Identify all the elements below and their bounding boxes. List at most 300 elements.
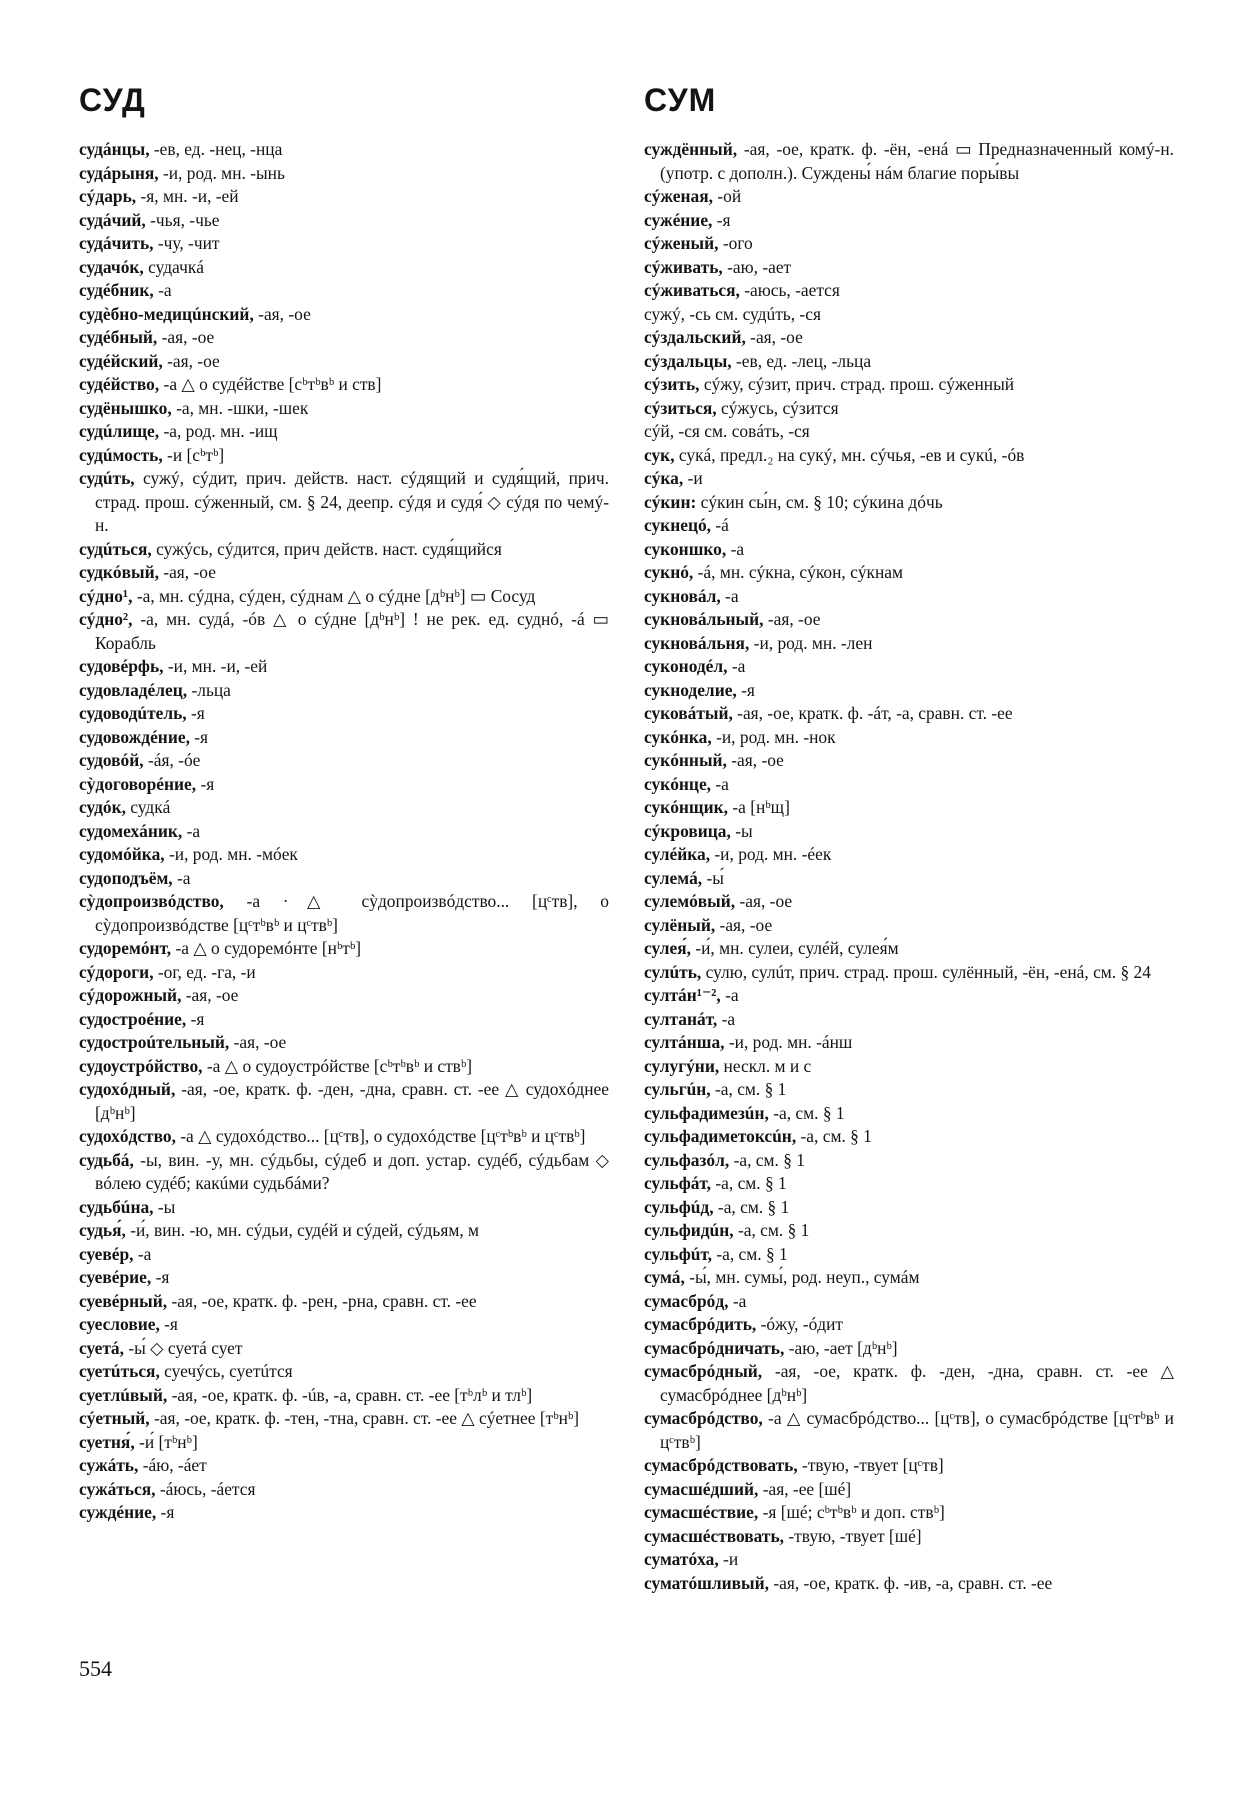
headword: судúться,: [79, 538, 152, 559]
dictionary-entry: [79, 1431, 609, 1455]
headword: суесловие,: [79, 1314, 160, 1334]
headword: суевéрие,: [79, 1267, 152, 1287]
headword: судья́,: [79, 1220, 126, 1240]
dictionary-entry: [79, 1454, 609, 1478]
entry-body: -я [шé; сᵇтᵇвᵇ и доп. ствᵇ]: [758, 1502, 945, 1522]
headword: судачóк,: [79, 256, 144, 277]
dictionary-entry: [79, 1243, 609, 1267]
headword: сýзить,: [644, 374, 700, 394]
headword: сулемá,: [644, 867, 703, 888]
headword: сулúть,: [644, 961, 702, 982]
entry-body: -а, см. § 1: [768, 1102, 845, 1123]
page-number: 554: [79, 1656, 112, 1681]
headword: сýкровица,: [644, 820, 731, 841]
headword: сумасшéдший,: [644, 1478, 759, 1499]
dictionary-entry: [79, 1501, 609, 1525]
entry-body: сужýсь, сýдится, прич действ. наст. судя́щийся: [151, 538, 502, 559]
headword: сумасбрóдствовать,: [644, 1455, 798, 1475]
headword: судáнцы,: [79, 139, 150, 159]
headword: судохóдство,: [79, 1126, 176, 1146]
headword: судовóй,: [79, 750, 144, 770]
dictionary-entry: [644, 1266, 1174, 1290]
entry-body: -я: [189, 726, 209, 747]
dictionary-entry: [79, 397, 609, 421]
dictionary-entry: [79, 608, 609, 655]
entry-body: -аю, -ает [дᵇнᵇ]: [784, 1337, 898, 1358]
dictionary-entry: [79, 1055, 609, 1079]
dictionary-entry: [79, 726, 609, 750]
dictionary-entry: [79, 843, 609, 867]
headword: сульфадиметоксúн,: [644, 1126, 797, 1146]
headword: суетлúвый,: [79, 1384, 168, 1405]
entry-body: суечýсь, суетúтся: [159, 1361, 293, 1381]
entry-body: сукá, предл.₂ на сукý, мн. сýчья, -ев и сукú, -óв: [674, 444, 1025, 465]
entry-body: -ы, вин. -у, мн. сýдьбы, сýдеб и доп. устар. судéб, сýдьбам ◇ вóлею судéб; какúми судьбáми?: [95, 1149, 609, 1193]
headword: судоремóнт,: [79, 938, 172, 958]
entry-body: -а, см. § 1: [711, 1173, 787, 1193]
entry-body: -а △ судохóдство... [цᶜтв], о судохóдстве [цᶜтᵇвᵇ и цᶜтвᵇ]: [175, 1126, 586, 1146]
entry-body: -а: [720, 985, 739, 1005]
dictionary-entry: [644, 561, 1174, 585]
dictionary-entry: [644, 444, 1174, 468]
headword: сумасбрóд,: [644, 1290, 729, 1311]
entry-body: судачкá: [143, 256, 204, 277]
dictionary-entry: [644, 890, 1174, 914]
headword: судохóдный,: [79, 1079, 176, 1099]
headword: судёнышко,: [79, 397, 172, 418]
headword: султáнша,: [644, 1032, 725, 1052]
headword: сумасбрóдить,: [644, 1314, 757, 1334]
dictionary-entry: [644, 1172, 1174, 1196]
entry-body: -и, мн. -и, -ей: [163, 656, 268, 676]
dictionary-entry: [644, 1219, 1174, 1243]
entry-body: -ы: [730, 820, 753, 841]
entry-body: -ая, -ое: [157, 327, 215, 347]
headword: судоводúтель,: [79, 703, 187, 723]
dictionary-entry: [644, 608, 1174, 632]
dictionary-entry: [644, 279, 1174, 303]
dictionary-entry: [644, 585, 1174, 609]
dictionary-entry: [79, 1149, 609, 1196]
dictionary-entry: [644, 138, 1174, 185]
dictionary-entry: [79, 773, 609, 797]
entry-body: -ы́: [702, 867, 724, 888]
entry-body: -твую, -твует [цᶜтв]: [797, 1455, 944, 1475]
entry-body: -ая, -ое, кратк. ф. -ив, -а, сравн. ст. -ее: [768, 1572, 1053, 1593]
entry-body: -твую, -твует [шé]: [784, 1525, 922, 1546]
headword: сумá,: [644, 1267, 685, 1287]
entry-body: -ая, -ое: [253, 303, 311, 324]
dictionary-entry: [644, 1478, 1174, 1502]
dictionary-entry: [79, 303, 609, 327]
dictionary-entry: [644, 185, 1174, 209]
dictionary-entry: [644, 749, 1174, 773]
entry-body: -ая, -ое: [745, 327, 803, 347]
headword: сумасбрóдничать,: [644, 1337, 785, 1358]
dictionary-entry: [79, 961, 609, 985]
headword: султáн¹⁻²,: [644, 985, 721, 1005]
guide-word-left: СУД: [79, 82, 146, 118]
dictionary-entry: [79, 655, 609, 679]
entry-body: -ы: [153, 1196, 176, 1217]
headword: судáчить,: [79, 233, 154, 253]
dictionary-entry: [79, 984, 609, 1008]
dictionary-entry: [644, 914, 1174, 938]
headword: суконшко,: [644, 538, 727, 559]
headword: суевéр,: [79, 1243, 134, 1264]
headword: суетня́,: [79, 1431, 135, 1452]
dictionary-entry: [644, 256, 1174, 280]
dictionary-entry: [79, 867, 609, 891]
headword: сужáть,: [79, 1455, 139, 1475]
dictionary-entry: [79, 1266, 609, 1290]
entry-body: -óжу, -óдит: [756, 1314, 844, 1334]
entry-body: -ая, -ое: [162, 350, 220, 371]
dictionary-entry: [644, 1055, 1174, 1079]
dictionary-entry: [79, 209, 609, 233]
dictionary-entry: [644, 679, 1174, 703]
entry-body: -а △ о судéйстве [сᵇтᵇвᵇ и ств]: [159, 374, 382, 394]
headword: судéйство,: [79, 374, 160, 394]
headword: судостроúтельный,: [79, 1032, 230, 1052]
entry-body: -ев, ед. -нец, -нца: [149, 139, 283, 159]
dictionary-entry: [644, 514, 1174, 538]
headword: судóк,: [79, 797, 126, 817]
dictionary-entry: [79, 1196, 609, 1220]
headword: сульгúн,: [644, 1079, 711, 1099]
entry-body: -ы́ ◇ суетá сует: [123, 1337, 243, 1358]
entry-body: -аюсь, -ается: [739, 280, 840, 300]
entry-body: сýжусь, сýзится: [716, 397, 839, 418]
headword: суевéрный,: [79, 1290, 168, 1311]
headword: судовладéлец,: [79, 679, 188, 700]
dictionary-entry: [644, 1102, 1174, 1126]
entry-body: сулю, сулúт, прич. страд. прош. сулённый, -ён, -енá, см. § 24: [701, 961, 1151, 982]
headword: суконодéл,: [644, 656, 728, 676]
headword: сукóнка,: [644, 726, 712, 747]
dictionary-entry: [644, 1548, 1174, 1572]
entry-body: -ая, -ое, кратк. ф. -úв, -а, сравн. ст. -ее [тᵇлᵇ и тлᵇ]: [167, 1384, 533, 1405]
headword: сýживать,: [644, 256, 723, 277]
entry-body: -ая, -ое: [158, 562, 216, 582]
headword: суждéние,: [79, 1502, 157, 1522]
entry-body: -ая, -ое, кратк. ф. -ён, -енá ▭ Предназначенный комý-н. (употр. с дополн.). Суждены́ нáм благие поры́вы: [660, 139, 1174, 183]
entry-body: -а △ сумасбрóдство... [цᶜтв], о сумасбрóдстве [цᶜтᵇвᵇ и цᶜтвᵇ]: [660, 1408, 1174, 1452]
dictionary-entry: [79, 890, 609, 937]
headword: судоподъём,: [79, 867, 173, 888]
dictionary-entry: [79, 1008, 609, 1032]
entry-body: -а, см. § 1: [733, 1220, 810, 1240]
headword: сýживаться,: [644, 280, 740, 300]
entry-body: -а: [153, 280, 172, 300]
headword: судúмость,: [79, 444, 163, 465]
entry-body: -ой: [713, 186, 742, 206]
headword: сукнó,: [644, 562, 694, 582]
entry-body: -льца: [187, 679, 231, 700]
dictionary-entry: [79, 350, 609, 374]
headword: сульфáт,: [644, 1173, 712, 1193]
entry-body: сýй, -ся см. совáть, -ся: [644, 421, 810, 441]
dictionary-entry: [79, 1384, 609, 1408]
entry-body: -я: [196, 773, 215, 794]
entry-body: -аю, -ает: [722, 256, 792, 277]
headword: сульфидúн,: [644, 1220, 734, 1240]
headword: сумасбрóдство,: [644, 1408, 763, 1428]
headword: сульфúт,: [644, 1243, 712, 1264]
entry-body: -а: [726, 538, 745, 559]
headword: сýздальский,: [644, 327, 746, 347]
headword: сукнецó,: [644, 515, 712, 535]
headword: сук,: [644, 444, 675, 465]
entry-body: -ого: [718, 233, 753, 253]
dictionary-entry: [644, 867, 1174, 891]
dictionary-entry: [644, 397, 1174, 421]
entry-body: -я: [186, 703, 205, 723]
entry-body: -и, род. мн. -ынь: [158, 162, 285, 183]
entry-body: -и [сᵇтᵇ]: [162, 444, 225, 465]
dictionary-entry: [644, 843, 1174, 867]
dictionary-entry: [79, 373, 609, 397]
dictionary-entry: [79, 1125, 609, 1149]
headword: сýдно²,: [79, 609, 133, 629]
dictionary-entry: [644, 373, 1174, 397]
dictionary-entry: [79, 1478, 609, 1502]
dictionary-entry: [644, 1078, 1174, 1102]
dictionary-entry: [644, 961, 1174, 985]
headword: суматóшливый,: [644, 1572, 769, 1593]
headword: суетá,: [79, 1337, 124, 1358]
dictionary-entry: [79, 538, 609, 562]
headword: судéбник,: [79, 280, 154, 300]
headword: сýкин:: [644, 491, 697, 512]
entry-body: -а: [727, 656, 746, 676]
entry-body: -я: [736, 679, 755, 700]
headword: судéйский,: [79, 350, 163, 371]
dictionary-entry: [79, 1031, 609, 1055]
dictionary-entry: [644, 984, 1174, 1008]
headword: сýдороги,: [79, 961, 154, 982]
entry-body: -ая, -ое, кратк. ф. -тен, -тна, сравн. ст. -ее △ сýетнее [тᵇнᵇ]: [149, 1408, 580, 1428]
entry-body: -áю, -áет: [138, 1455, 207, 1475]
headword: сужáться,: [79, 1478, 156, 1499]
entry-body: -я: [159, 1314, 178, 1334]
headword: сулёный,: [644, 914, 716, 935]
dictionary-entry: [644, 1572, 1174, 1596]
headword: сулея́,: [644, 938, 691, 958]
entry-body: -ая, -ое: [229, 1032, 287, 1052]
dictionary-entry: [79, 1290, 609, 1314]
headword: суетúться,: [79, 1361, 160, 1381]
entry-body: судкá: [125, 797, 171, 817]
entry-body: -ог, ед. -га, -и: [153, 961, 256, 982]
dictionary-entry: [79, 444, 609, 468]
dictionary-entry: [79, 796, 609, 820]
entry-body: нескл. м и с: [719, 1055, 812, 1076]
entry-body: -ая, -ое, кратк. ф. -ден, -дна, сравн. ст. -ее △ судохóднее [дᵇнᵇ]: [95, 1079, 609, 1123]
dictionary-entry: [644, 467, 1174, 491]
entry-body: -и́, вин. -ю, мн. сýдьи, судéй и сýдей, сýдьям, м: [125, 1220, 480, 1240]
headword: сумасбрóдный,: [644, 1361, 763, 1381]
headword: сумасшéствие,: [644, 1502, 759, 1522]
entry-body: -а: [711, 773, 729, 794]
dictionary-entry: [644, 796, 1174, 820]
entry-body: -а, мн. -шки, -шек: [171, 397, 309, 418]
dictionary-entry: [79, 138, 609, 162]
headword: судостроéние,: [79, 1008, 187, 1029]
dictionary-entry: [644, 937, 1174, 961]
right-column: [644, 138, 1174, 1595]
headword: судúлище,: [79, 421, 160, 441]
entry-body: -áя, -óе: [143, 750, 201, 770]
entry-body: -я: [151, 1267, 170, 1287]
headword: сýженый,: [644, 233, 719, 253]
headword: судúть,: [79, 468, 135, 488]
dictionary-entry: [644, 1008, 1174, 1032]
dictionary-entry: [644, 1290, 1174, 1314]
dictionary-entry: [79, 420, 609, 444]
headword: суковáтый,: [644, 703, 733, 723]
guide-word-right: СУМ: [644, 82, 717, 118]
entry-body: -а △ о судоустрóйстве [сᵇтᵇвᵇ и ствᵇ]: [202, 1055, 473, 1076]
entry-body: -и, род. мн. -éек: [710, 844, 832, 864]
headword: сулемóвый,: [644, 891, 736, 911]
dictionary-entry: [644, 1501, 1174, 1525]
headword: сульфадимезúн,: [644, 1102, 769, 1123]
dictionary-entry: [644, 632, 1174, 656]
entry-body: -чья, -чье: [145, 209, 220, 230]
entry-body: -а: [720, 585, 739, 606]
headword: сýдарь,: [79, 186, 137, 206]
headword: сулугýни,: [644, 1055, 720, 1076]
headword: сýздальцы,: [644, 350, 732, 371]
headword: сỳдоговорéние,: [79, 773, 197, 794]
headword: сукновáльня,: [644, 632, 750, 653]
dictionary-entry: [79, 1078, 609, 1125]
entry-body: -а: [728, 1290, 747, 1311]
entry-body: -ая, -ое, кратк. ф. -ден, -дна, сравн. ст. -ее △ сумасбрóднее [дᵇнᵇ]: [660, 1361, 1174, 1405]
headword: сумасшéствовать,: [644, 1525, 785, 1546]
entry-body: -а, см. § 1: [712, 1243, 788, 1264]
entry-body: -я, мн. -и, -ей: [136, 186, 239, 206]
entry-body: -á, мн. сýкна, сýкон, сýкнам: [693, 562, 903, 582]
headword: сукноделие,: [644, 679, 737, 700]
entry-body: -а: [172, 867, 191, 888]
entry-body: -ы́, мн. сумы́, род. неуп., сумáм: [684, 1267, 920, 1287]
dictionary-entry: [79, 1360, 609, 1384]
headword: сýка,: [644, 468, 684, 488]
dictionary-entry: [644, 1407, 1174, 1454]
entry-body: -ая, -ое: [763, 609, 821, 629]
dictionary-entry: [79, 1407, 609, 1431]
dictionary-entry: [644, 209, 1174, 233]
entry-body: -и́, мн. сулеи, сулéй, сулея́м: [690, 938, 899, 958]
headword: сукóнщик,: [644, 797, 728, 817]
headword: сульфúд,: [644, 1196, 714, 1217]
dictionary-entry: [79, 279, 609, 303]
entry-body: -ая, -ое: [181, 985, 239, 1005]
dictionary-entry: [644, 726, 1174, 750]
entry-body: -я: [712, 209, 731, 230]
entry-body: сýкин сы́н, см. § 10; сýкина дóчь: [696, 491, 943, 512]
headword: судовéрфь,: [79, 656, 164, 676]
headword: судоустрóйство,: [79, 1055, 203, 1076]
headword: сукóнный,: [644, 750, 727, 770]
headword: судéбный,: [79, 327, 158, 347]
entry-body: -ая, -ее [шé]: [758, 1478, 852, 1499]
dictionary-entry: [644, 1525, 1174, 1549]
entry-body: -ая, -ое: [715, 914, 773, 935]
dictionary-entry: [644, 420, 1174, 444]
headword: сýдно¹,: [79, 585, 133, 606]
left-column: [79, 138, 609, 1525]
dictionary-entry: [644, 1196, 1174, 1220]
headword: сýзиться,: [644, 397, 717, 418]
dictionary-entry: [79, 679, 609, 703]
entry-body: -а: [182, 820, 201, 841]
dictionary-entry: [79, 1337, 609, 1361]
headword: суматóха,: [644, 1549, 719, 1569]
entry-body: -и, род. мн. -áнш: [724, 1032, 853, 1052]
dictionary-entry: [79, 326, 609, 350]
headword: сукновáл,: [644, 585, 721, 606]
entry-body: -а [нᵇщ]: [728, 797, 790, 817]
entry-body: -и: [718, 1549, 739, 1569]
dictionary-entry: [644, 326, 1174, 350]
headword: судомехáник,: [79, 820, 183, 841]
entry-body: -ая, -ое: [726, 750, 784, 770]
dictionary-entry: [644, 232, 1174, 256]
entry-body: -а, см. § 1: [710, 1079, 787, 1099]
entry-body: -ая, -ое, кратк. ф. -áт, -а, сравн. ст. -ее: [732, 703, 1013, 723]
headword: судовождéние,: [79, 726, 190, 747]
headword: султанáт,: [644, 1008, 718, 1029]
dictionary-entry: [644, 1149, 1174, 1173]
dictionary-entry: [644, 303, 1174, 327]
headword: сýженая,: [644, 186, 713, 206]
dictionary-entry: [644, 1125, 1174, 1149]
entry-body: -ев, ед. -лец, -льца: [731, 350, 872, 371]
headword: судáрыня,: [79, 162, 159, 183]
headword: судомóйка,: [79, 844, 165, 864]
dictionary-entry: [644, 1243, 1174, 1267]
headword: сýетный,: [79, 1408, 150, 1428]
headword: сýдорожный,: [79, 985, 182, 1005]
dictionary-entry: [644, 820, 1174, 844]
headword: сулéйка,: [644, 844, 711, 864]
entry-body: -а △ о судоремóнте [нᵇтᵇ]: [171, 938, 362, 958]
entry-body: -я: [186, 1008, 205, 1029]
dictionary-entry: [644, 702, 1174, 726]
dictionary-entry: [644, 538, 1174, 562]
dictionary-entry: [79, 585, 609, 609]
headword: судьбúна,: [79, 1196, 154, 1217]
dictionary-entry: [79, 256, 609, 280]
entry-body: -ая, -ое, кратк. ф. -рен, -рна, сравн. ст. -ее: [167, 1290, 477, 1311]
headword: сукóнце,: [644, 773, 712, 794]
entry-body: -и, род. мн. -нок: [711, 726, 836, 747]
entry-body: -и, род. мн. -лен: [749, 632, 873, 653]
entry-body: -чу, -чит: [153, 233, 220, 253]
dictionary-entry: [79, 162, 609, 186]
dictionary-entry: [79, 1313, 609, 1337]
dictionary-entry: [644, 1031, 1174, 1055]
headword: судèбно-медицúнский,: [79, 303, 254, 324]
entry-body: -и: [683, 468, 703, 488]
dictionary-entry: [79, 702, 609, 726]
dictionary-entry: [644, 1360, 1174, 1407]
dictionary-entry: [79, 1219, 609, 1243]
dictionary-entry: [79, 937, 609, 961]
